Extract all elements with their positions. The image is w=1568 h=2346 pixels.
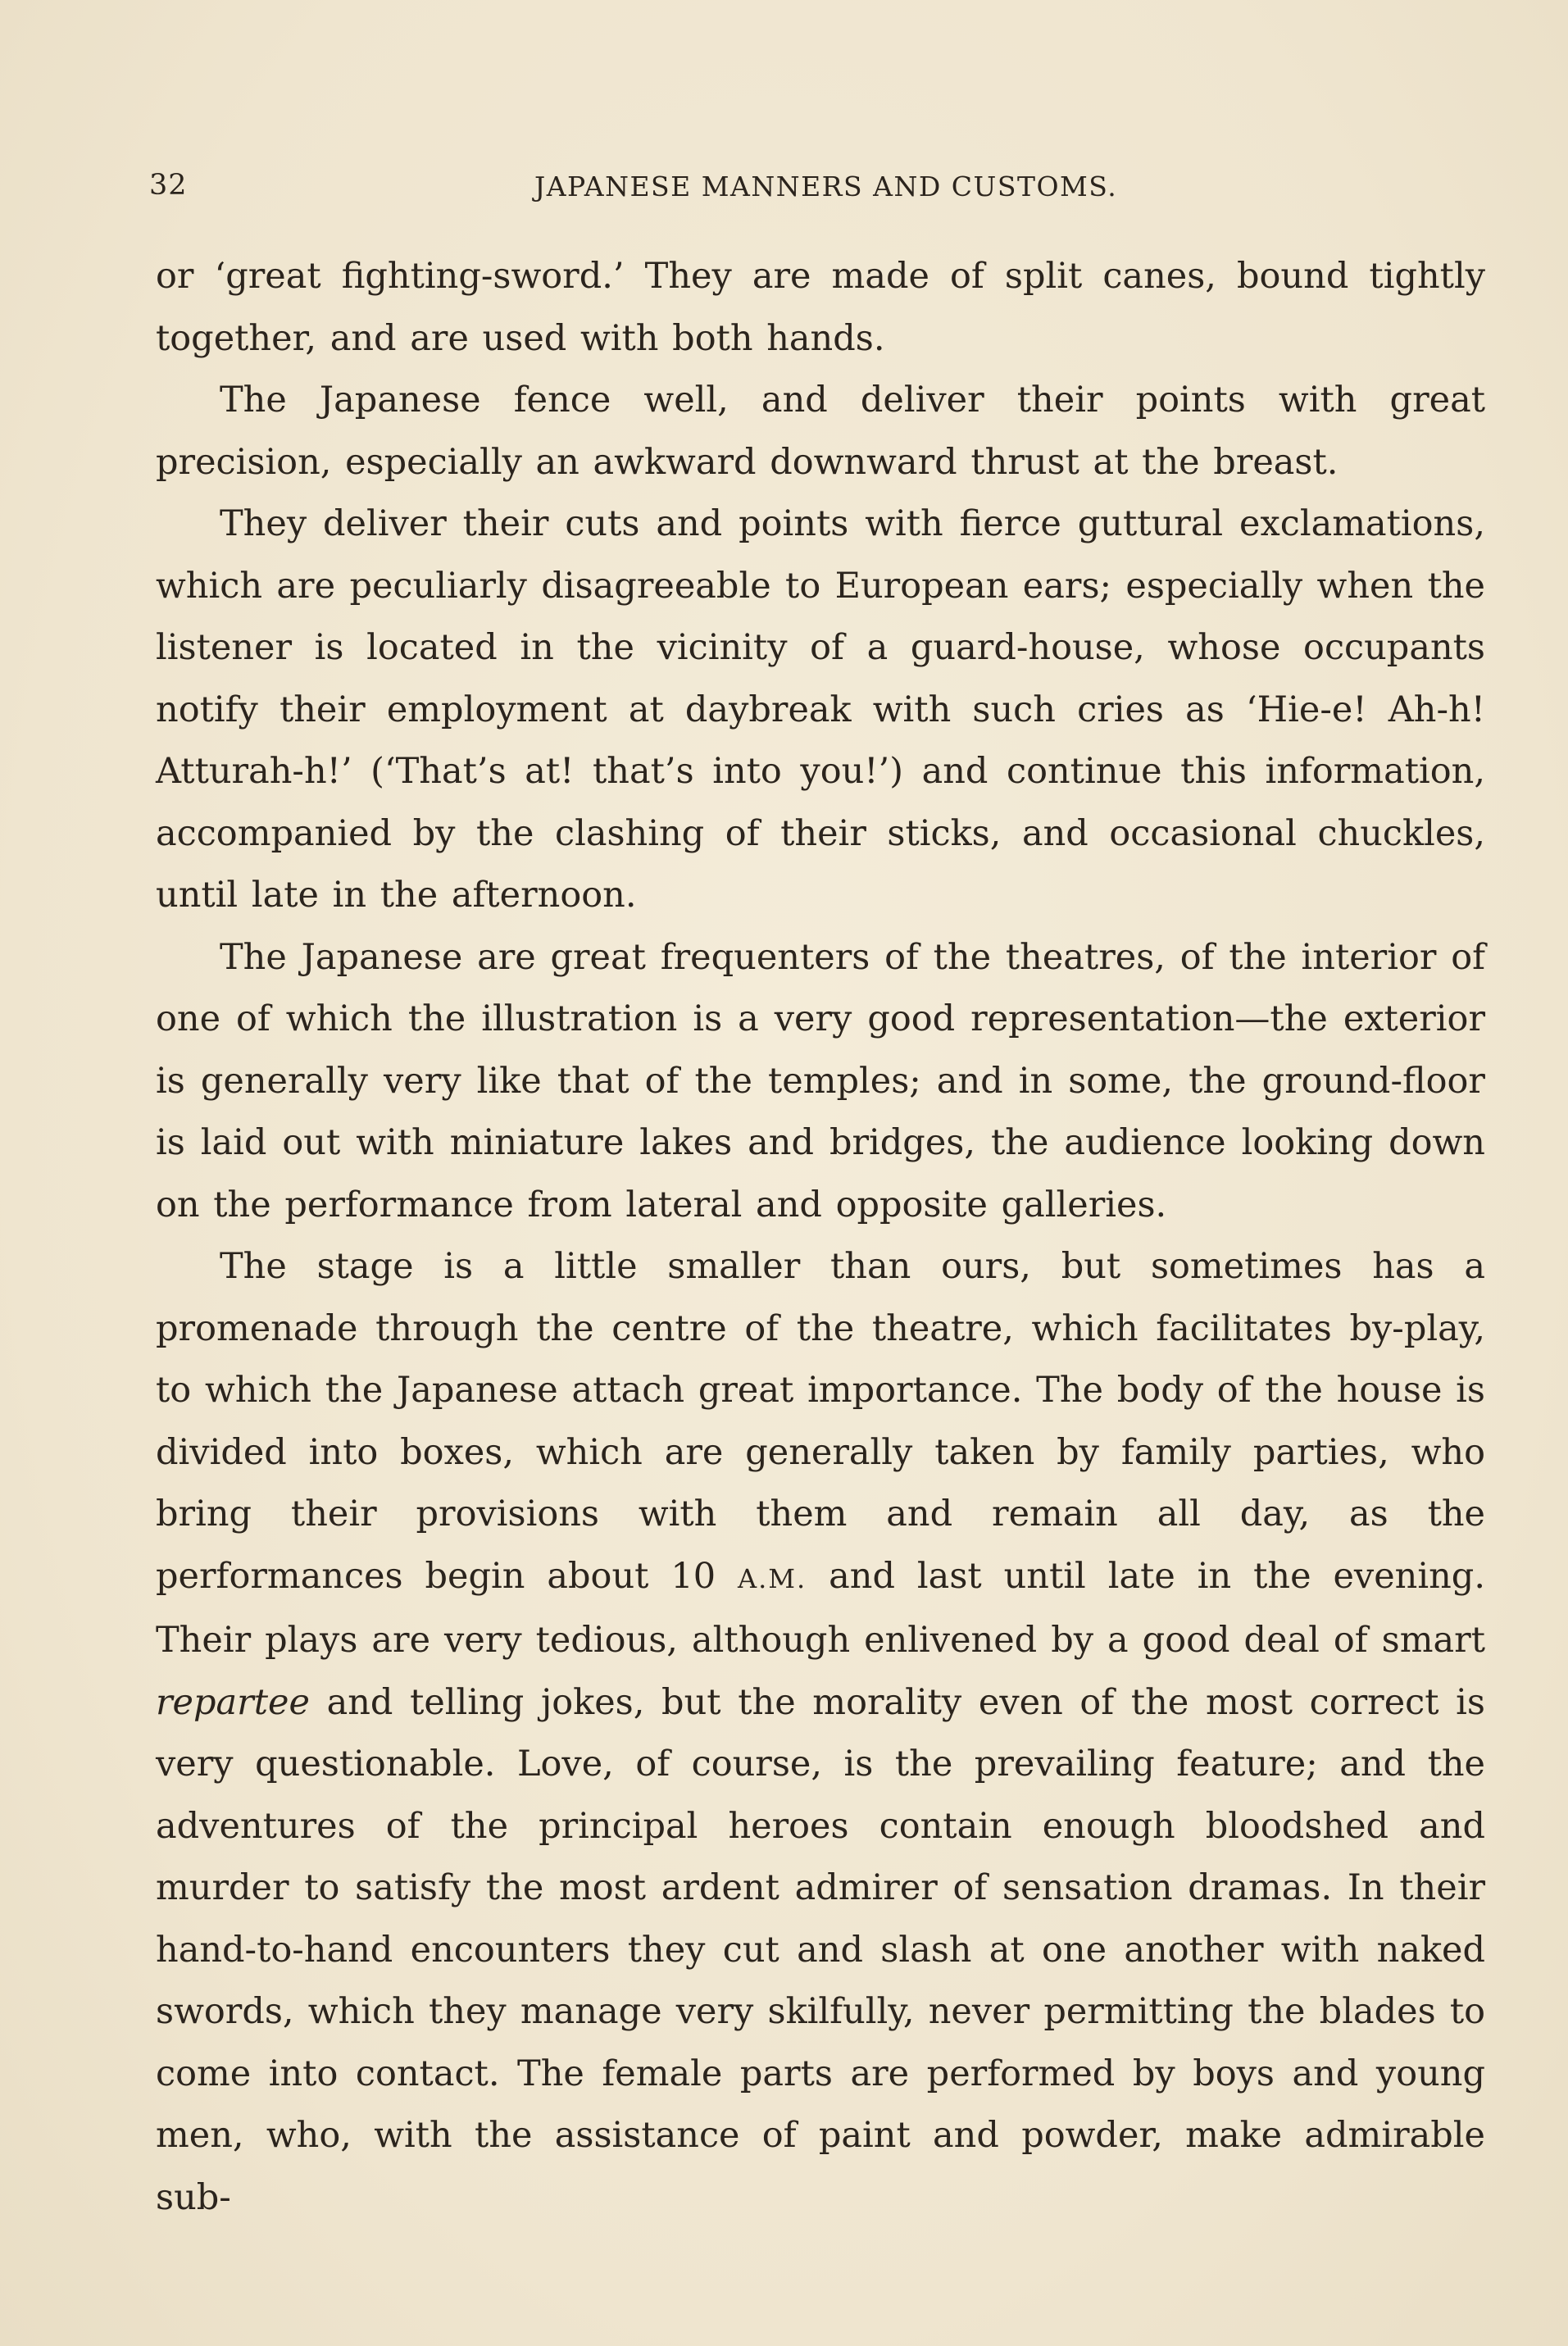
- paragraph-2: The Japanese fence well, and deliver their points with great precision, especially an awkward downward thrust at the breast.: [156, 380, 1485, 483]
- page-header: [149, 169, 1485, 218]
- time-abbreviation: A.M.: [738, 1562, 807, 1594]
- paragraph-5-part-2: and last until late in the evening. Their plays are very tedious, although enlivened by a good deal of smart: [156, 1555, 1485, 1661]
- page-number: 32: [149, 169, 188, 202]
- paragraph-1: or ‘great fighting-sword.’ They are made of split canes, bound tightly together, and are used with both hands.: [156, 256, 1485, 359]
- paragraph-3: They deliver their cuts and points with fierce guttural exclamations, which are peculiarly disagreeable to European ears; especially when the listener is located in the vicinity of a guard-house, whose occupants notify their employment at daybreak with such cries as ‘Hie-e! Ah-h! Atturah-h!’ (‘That’s at! that’s into you!’) and continue this information, accompanied by the clashing of their sticks, and occasional chuckles, until late in the afternoon.: [156, 503, 1485, 916]
- paragraph-5-part-3: and telling jokes, but the morality even of the most correct is very questionable. Love, of course, is the prevailing feature; and the adventures of the principal heroes contain enough bloodshed and murder to satisfy the most ardent admirer of sensation dramas. In their hand-to-hand encounters they cut and slash at one another with naked swords, which they manage very skilfully, never permitting the blades to come into contact. The female parts are performed by boys and young men, who, with the assistance of paint and powder, make admirable sub-: [156, 1681, 1485, 2218]
- italic-word-repartee: repartee: [156, 1681, 310, 1723]
- paragraph-4: The Japanese are great frequenters of the theatres, of the interior of one of which the illustration is a very good representation—the exterior is generally very like that of the temples; and in some, the ground-floor is laid out with miniature lakes and bridges, the audience looking down on the performance from lateral and opposite galleries.: [156, 936, 1485, 1225]
- paragraph-5: [156, 1236, 1485, 2229]
- body-text: [156, 246, 1485, 2229]
- running-head: JAPANESE MANNERS AND CUSTOMS.: [534, 170, 1118, 202]
- paragraph-5-part-1: The stage is a little smaller than ours, but sometimes has a promenade through the centre of the theatre, which facilitates by-play, to which the Japanese attach great importance. The body of the house is divided into boxes, which are generally taken by family parties, who bring their provisions with them and remain all day, as the performances begin about 10: [156, 1246, 1485, 1597]
